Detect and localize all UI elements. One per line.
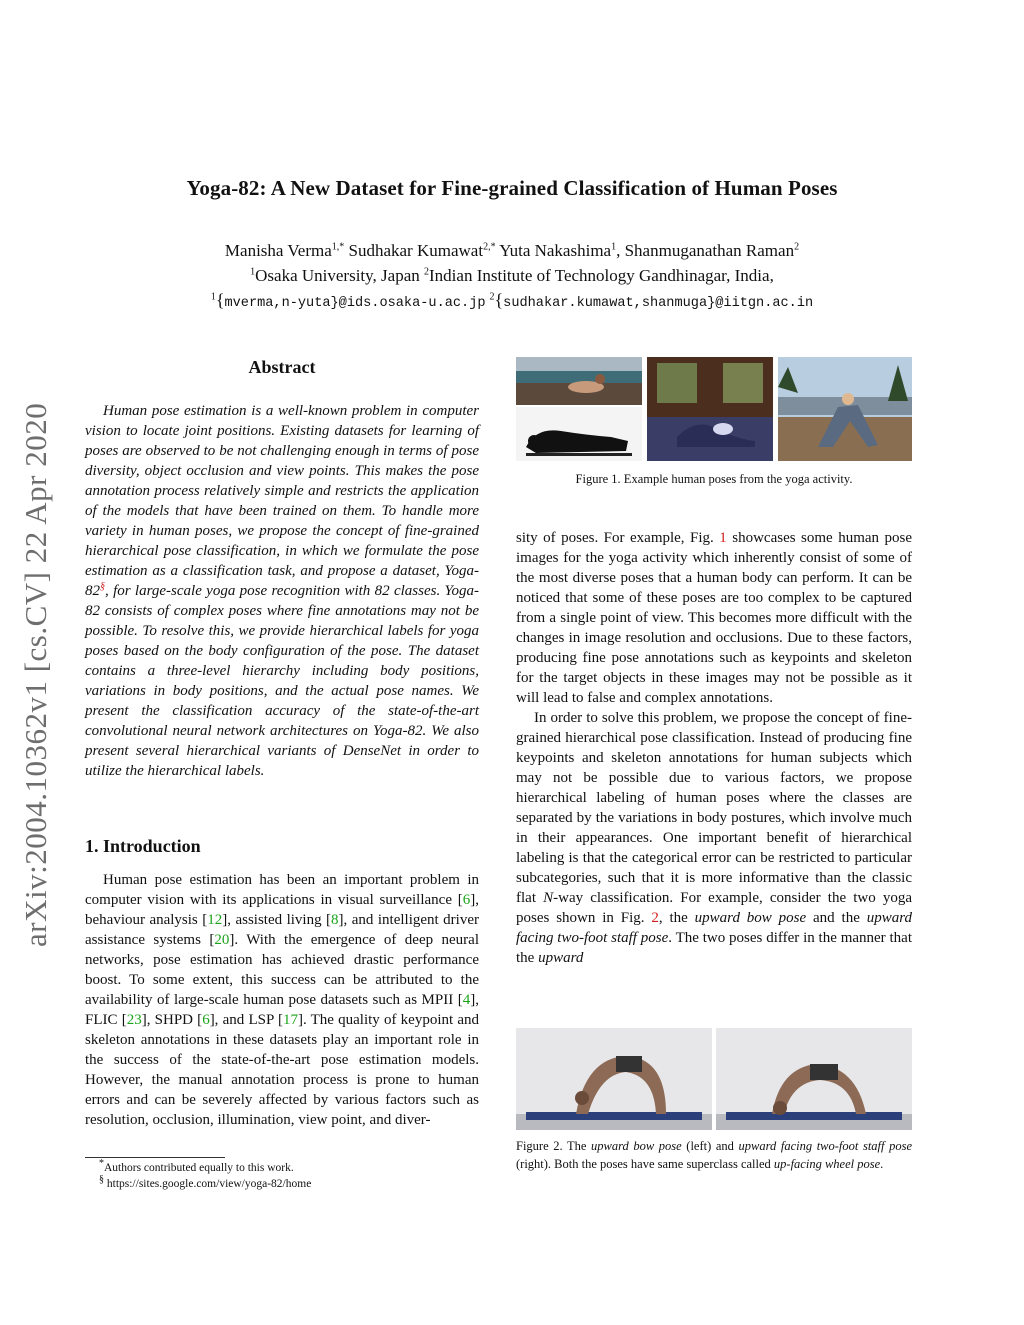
citation-link[interactable]: 4 [462, 992, 471, 1008]
introduction-body [85, 870, 479, 1130]
caption-pose-name: up-facing wheel pose [773, 1157, 881, 1171]
abstract-text-1: Human pose estimation is a well-known problem in computer vision to locate joint positions. Existing datasets for learning of poses are observed to be not challenging enough in terms of pose diversity, object occlusion and view points. This makes the pose annotation process relatively simple and restricts the application of the models that have been trained on them. To handle more variety in human poses, we propose the concept of fine-grained hierarchical pose classification, in which we formulate the pose estimation as a classification task, and propose a dataset, Yoga-82 [85, 403, 479, 599]
figure2-photo-two-foot-staff [716, 1028, 912, 1130]
intro-text: Human pose estimation has been an important problem in computer vision with its applications in visual surveillance [ [85, 872, 479, 908]
figure1-photo-outdoor [778, 357, 912, 461]
intro-text: ], assisted living [ [222, 912, 332, 928]
figure1-photo-indoor [647, 357, 773, 461]
author-marks: 2,* [483, 241, 496, 253]
email-line: $^1${mverma,n-yuta}@ids.osaka-u.ac.jp $^2${sudhakar.kumawat,shanmuga}@iitgn.ac.in [210, 290, 814, 311]
intro-text: ]. With the emergence of deep neural networks, pose estimation has achieved drastic performance boost. To some extent, this success can be attributed to the availability of large-scale human pose datasets such as MPII [ [85, 932, 479, 1008]
right-text: sity of poses. For example, Fig. [516, 530, 720, 546]
affil-osaka: Osaka University, Japan [255, 266, 420, 285]
intro-text: ], and LSP [ [209, 1012, 283, 1028]
figure-ref-link[interactable]: 1 [719, 530, 727, 546]
figure2-photo-upward-bow [516, 1028, 712, 1130]
email-mark: 1 [210, 291, 216, 303]
intro-text: ], SHPD [ [141, 1012, 203, 1028]
intro-text: ], and intelligent driver assistance systems [ [85, 912, 479, 948]
citation-link[interactable]: 23 [126, 1012, 142, 1028]
author-name: Yuta Nakashima [499, 241, 612, 260]
intro-text: ]. The quality of keypoint and skeleton annotations in these datasets play an important role in the success of the state-of-the-art pose estimation models. However, the manual annotation process is prone to human errors and can be severely affected by various factors such as resolution, occlusion, illumination, view point, and diver- [85, 1012, 480, 1128]
right-text: . The two poses differ in the manner that the [516, 930, 912, 966]
citation-link[interactable]: 12 [207, 912, 223, 928]
caption-pose-name: upward facing two-foot staff pose [738, 1139, 913, 1153]
footnote-link-url[interactable]: https://sites.google.com/view/yoga-82/home [106, 1178, 312, 1190]
author-marks: 1,* [331, 241, 345, 253]
abstract-heading: Abstract [248, 357, 316, 377]
citation-link[interactable]: 20 [214, 932, 230, 948]
footnote-mark: § [99, 1174, 104, 1186]
email-iitgn[interactable]: sudhakar.kumawat,shanmuga}@iitgn.ac.in [503, 296, 814, 311]
section-heading-introduction: 1. Introduction [85, 836, 201, 856]
figure1-photo-silhouette [516, 407, 642, 461]
author-list: Manisha Verma$^{1,*}$ Sudhakar Kumawat$^{2,*}$ Yuta Nakashima$^1$, Shanmuganathan Raman$^2$ [224, 241, 800, 260]
footnote-divider [85, 1157, 225, 1158]
figure1-photo-lake [516, 357, 642, 405]
footnote-authors [85, 1158, 479, 1174]
citation-link[interactable]: 8 [331, 912, 339, 928]
footnote-mark: * [99, 1158, 104, 1170]
figure2-caption [516, 1137, 912, 1173]
intro-text: ], behaviour analysis [ [85, 892, 479, 928]
arxiv-stamp: arXiv:2004.10362v1 [cs.CV] 22 Apr 2020 [18, 402, 53, 947]
author-name: Manisha Verma [224, 241, 332, 260]
affil-mark: 2 [424, 266, 430, 278]
right-text: and the [806, 910, 867, 926]
email-mark: 2 [489, 291, 495, 303]
email-osaka[interactable]: mverma,n-yuta}@ids.osaka-u.ac.jp [224, 296, 486, 311]
author-marks: 2 [794, 241, 800, 253]
author-marks: 1 [611, 241, 617, 253]
pose-name: upward [538, 950, 584, 966]
pose-name: upward facing two-foot staff pose [516, 910, 913, 946]
citation-link[interactable]: 6 [462, 892, 471, 908]
footnote-text: Authors contributed equally to this work. [104, 1162, 294, 1174]
right-text: , the [658, 910, 695, 926]
caption-text: (right). Both the poses have same superclass called [516, 1157, 774, 1171]
citation-link[interactable]: 6 [202, 1012, 210, 1028]
affil-mark: 1 [250, 266, 256, 278]
right-column-body [516, 528, 912, 968]
affil-iit: Indian Institute of Technology Gandhinagar, India, [429, 266, 774, 285]
caption-pose-name: upward bow pose [591, 1139, 682, 1153]
right-text: In order to solve this problem, we propose the concept of fine-grained hierarchical pose classification. Instead of producing fine keypoints and skeleton annotations for human subjects which may not be possible due to various factors, we propose hierarchical labeling of human poses where the classes are separated by the variations in body postures, which involve much in their appearances. One important benefit of hierarchical labeling is that the categorical error can be restricted to particular subcategories, such that it is more informative than the classic flat [516, 710, 912, 906]
right-text: showcases some human pose images for the yoga activity which inherently consist of some of the most diverse poses that a human body can perform. It can be noticed that some of these poses are too complex to be captured from a single point of view. This becomes more difficult with the changes in image resolution and occlusions. Due to these factors, producing fine pose annotations such as keypoints and skeleton for the target objects in these images may not be possible as it will lead to false and complex annotations. [516, 530, 912, 706]
pose-name: upward bow pose [694, 910, 807, 926]
abstract-text-2: , for large-scale yoga pose recognition with 82 classes. Yoga-82 consists of complex poses where fine annotations may not be possible. To resolve this, we provide hierarchical labels for yoga poses based on the body configuration of the pose. The dataset contains a three-level hierarchy including body positions, variations in body positions, and the actual pose names. We present the classification accuracy of the state-of-the-art convolutional neural network architectures on Yoga-82. We also present several hierarchical variants of DenseNet in order to utilize the hierarchical labels. [85, 583, 479, 779]
citation-link[interactable]: 17 [282, 1012, 298, 1028]
author-name: Sudhakar Kumawat [348, 241, 484, 260]
figure-ref-link[interactable]: 2 [651, 910, 659, 926]
figure1-caption: Figure 1. Example human poses from the yoga activity. [575, 472, 853, 486]
caption-text: (left) and [681, 1139, 739, 1153]
paper-title: Yoga-82: A New Dataset for Fine-grained Classification of Human Poses [186, 176, 838, 200]
affiliations [0, 266, 1024, 286]
caption-text: . [880, 1157, 884, 1171]
footnote-link[interactable]: § [100, 581, 105, 592]
math-n: N [543, 890, 554, 906]
right-text: -way classification. For example, consider the two yoga poses shown in Fig. [516, 890, 912, 926]
abstract-body [85, 401, 479, 781]
caption-text: Figure 2. The [516, 1139, 592, 1153]
intro-text: ], FLIC [ [85, 992, 479, 1028]
author-name: Shanmuganathan Raman [624, 241, 795, 260]
footnote-url [85, 1174, 479, 1190]
